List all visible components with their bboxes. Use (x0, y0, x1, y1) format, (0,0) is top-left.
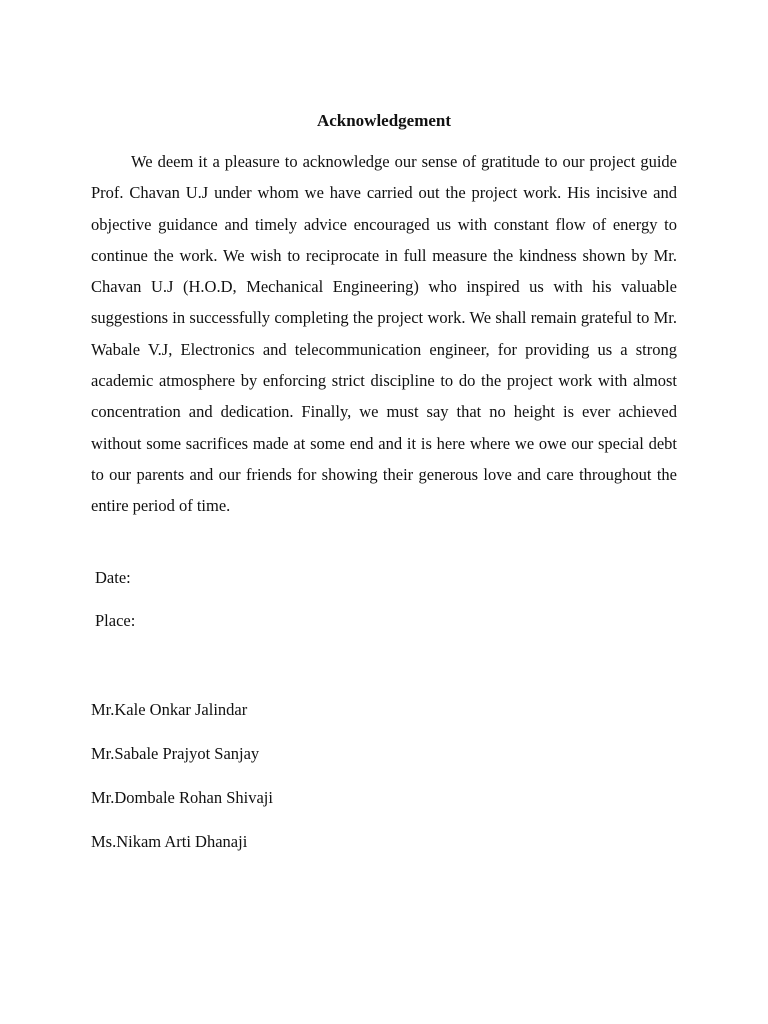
author-name: Ms.Nikam Arti Dhanaji (91, 832, 248, 851)
author-name: Mr.Dombale Rohan Shivaji (91, 788, 273, 807)
place-label: Place: (95, 611, 136, 630)
author-name: Mr.Sabale Prajyot Sanjay (91, 744, 260, 763)
date-label: Date: (95, 568, 131, 587)
acknowledgement-paragraph: We deem it a pleasure to acknowledge our sense of gratitude to our project guide Prof. Chavan U.J under whom we have carried out the project work. His incisive and objective guidance and timely advice encouraged us with constant flow of energy to continue the work. We wish to reciprocate in full measure the kindness shown by Mr. Chavan U.J (H.O.D, Mechanical Engineering) who inspired us with his valuable suggestions in successfully completing the project work. We shall remain grateful to Mr. Wabale V.J, Electronics and telecommunication engineer, for providing us a strong academic atmosphere by enforcing strict discipline to do the project work with almost concentration and dedication. Finally, we must say that no height is ever achieved without some sacrifices made at some end and it is here where we owe our special debt to our parents and our friends for showing their generous love and care throughout the entire period of time. (91, 152, 677, 516)
page-title: Acknowledgement (316, 111, 452, 130)
author-name: Mr.Kale Onkar Jalindar (91, 700, 248, 719)
